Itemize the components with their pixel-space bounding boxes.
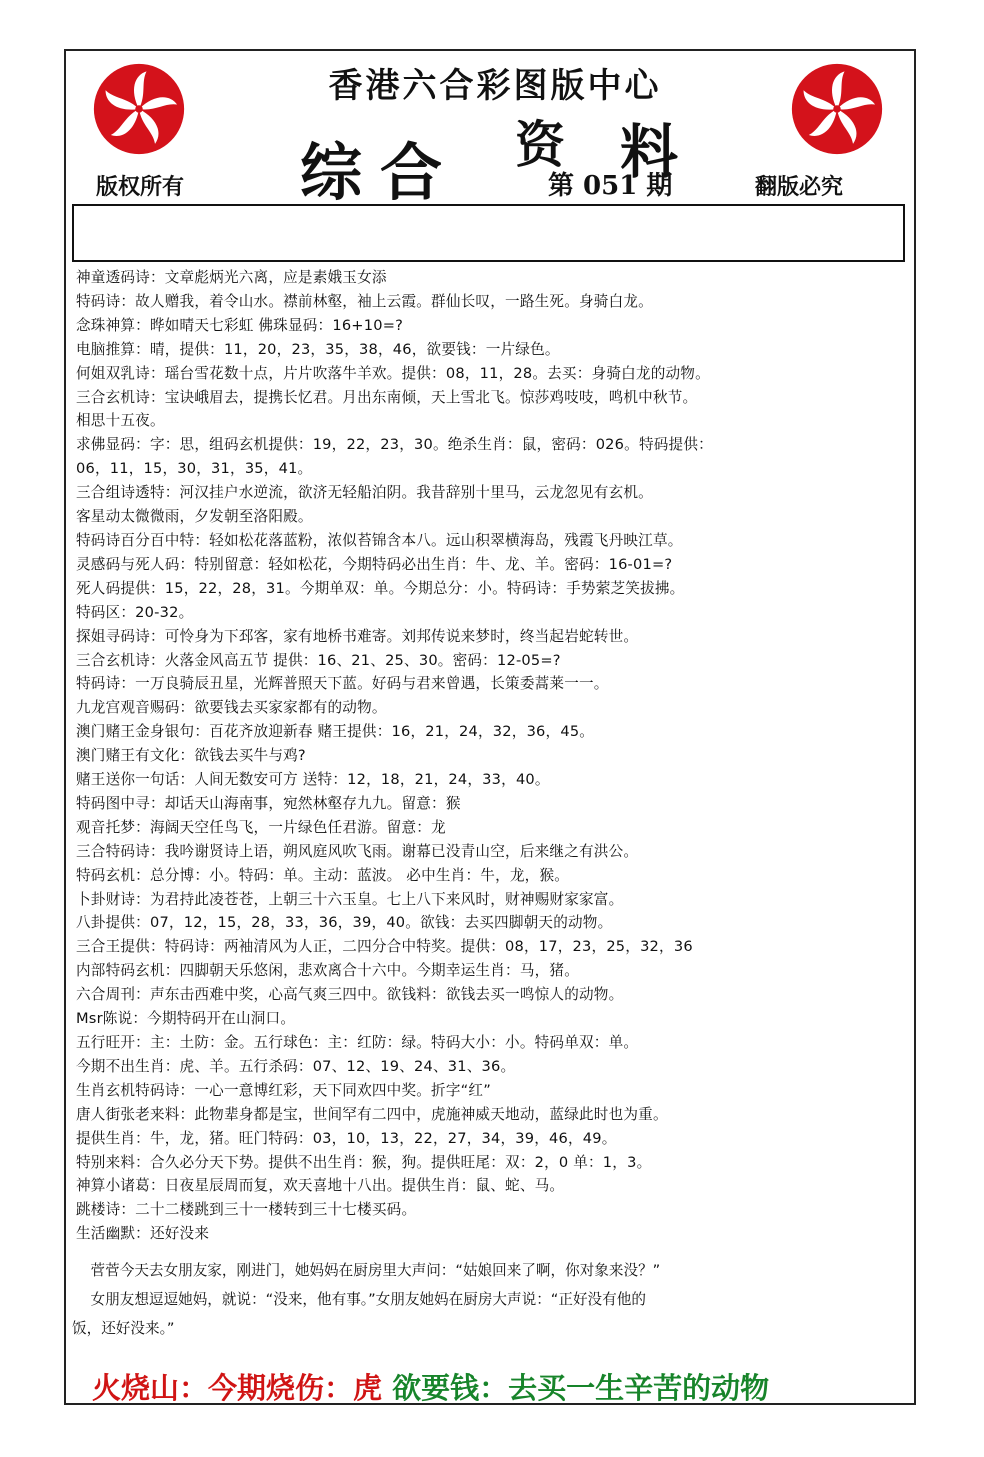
text-line: 三合王提供：特码诗：两袖清风为人正，二四分合中特奖。提供：08，17，23，25，32，36	[76, 938, 693, 956]
issue-number: 第 051 期	[548, 171, 673, 201]
text-line: 观音托梦：海阔天空任鸟飞，一片绿色任君游。留意：龙	[76, 818, 446, 836]
text-line: 死人码提供：15，22，28，31。今期单双：单。今期总分：小。特码诗：手势萦芝笑拔拂。	[76, 579, 685, 597]
text-line: 特码诗：一万良骑辰丑星，光辉普照天下蓝。好码与君来曾遇，长策委蒿莱一一。	[76, 675, 609, 693]
text-line: 生活幽默：还好没来	[76, 1225, 210, 1243]
bauhinia-flower-icon	[790, 62, 884, 156]
text-line: 特别来料：合久必分天下势。提供不出生肖：猴，狗。提供旺尾：双：2，0 单：1，3。	[76, 1153, 652, 1171]
text-line: 九龙宫观音赐码：欲要钱去买家家都有的动物。	[76, 699, 387, 717]
text-line: 提供生肖：牛，龙，猪。旺门特码：03，10，13，22，27，34，39，46，49。	[76, 1129, 617, 1147]
text-line: 澳门赌王有文化：欲钱去买牛与鸡?	[76, 747, 306, 765]
text-line: 八卦提供：07，12，15，28，33，36，39，40。欲钱：去买四脚朝天的动物。	[76, 914, 613, 932]
text-line: 三合组诗透特：河汉挂户水逆流，欲济无轻船泊阴。我昔辞别十里马，云龙忽见有玄机。	[76, 484, 653, 502]
text-line: 求佛显码：字：思，组码玄机提供：19，22，23，30。绝杀生肖：鼠，密码：026。特码提供：	[76, 436, 713, 454]
text-line: 六合周刊：声东击西难中奖，心高气爽三四中。欲钱料：欲钱去买一鸣惊人的动物。	[76, 986, 624, 1004]
text-line: 06，11，15，30，31，35，41。	[76, 460, 313, 478]
text-line: 神童透码诗：文章彪炳光六离，应是素娥玉女添	[76, 269, 387, 286]
text-line: 五行旺开：主：土防：金。五行球色：主：红防：绿。特码大小：小。特码单双：单。	[76, 1034, 639, 1051]
text-line: 何姐双乳诗：瑶台雪花数十点，片片吹落牛羊欢。提供：08，11，28。去买：身骑白龙的动物。	[76, 364, 710, 382]
text-line: 相思十五夜。	[76, 412, 165, 430]
text-line: 特码诗：故人赠我，着令山水。襟前林壑，袖上云霞。群仙长叹，一路生死。身骑白龙。	[76, 292, 653, 310]
subtitle-char: 合	[380, 136, 443, 209]
joke-paragraph: 饭，还好没来。”	[72, 1320, 175, 1337]
fire-mountain-text: 火烧山：今期烧伤：虎	[92, 1371, 383, 1405]
text-line: 生肖玄机特码诗：一心一意博红彩，天下同欢四中奖。折字“红”	[76, 1081, 491, 1099]
subtitle-char: 综	[300, 136, 363, 209]
bauhinia-flower-icon	[92, 62, 186, 156]
text-line: 特码图中寻：却话天山海南事，宛然林壑存九九。留意：猴	[76, 794, 461, 812]
text-line: 灵感码与死人码：特别留意：轻如松花，今期特码必出生肖：牛、龙、羊。密码：16-01=?	[76, 555, 673, 573]
text-line: Msr陈说：今期特码开在山洞口。	[76, 1010, 296, 1028]
piracy-warning-tag: 翻版必究	[755, 174, 844, 200]
text-line: 电脑推算：晴，提供：11，20，23，35，38，46，欲要钱：一片绿色。	[76, 340, 560, 358]
text-line: 赌王送你一句话：人间无数安可方 送特：12，18，21，24，33，40。	[76, 771, 550, 789]
money-hint-text: 欲要钱：去买一生辛苦的动物	[382, 1371, 770, 1405]
copyright-tag: 版权所有	[96, 174, 185, 200]
joke-section	[72, 1256, 892, 1343]
banner-box	[72, 204, 905, 262]
bottom-banner	[92, 1366, 892, 1407]
page-title: 香港六合彩图版中心	[328, 66, 662, 106]
subtitle-char: 料	[620, 118, 679, 186]
text-line: 三合玄机诗：火落金风高五节 提供：16、21、25、30。密码：12-05=?	[76, 651, 561, 669]
text-line: 唐人街张老来料：此物辈身都是宝，世间罕有二四中，虎施神威天地动，蓝绿此时也为重。	[76, 1105, 668, 1123]
joke-paragraph: 女朋友想逗逗她妈，就说：“没来，他有事。”女朋友她妈在厨房大声说：“正好没有他的	[72, 1291, 646, 1308]
text-line: 跳楼诗：二十二楼跳到三十一楼转到三十七楼买码。	[76, 1201, 417, 1219]
text-line: 客星动太微微雨，夕发朝至洛阳殿。	[76, 508, 313, 526]
text-line: 特码区：20-32。	[76, 603, 194, 621]
text-line: 念珠神算：晔如晴天七彩虹 佛珠显码：16+10=?	[76, 316, 404, 334]
text-line: 特码诗百分百中特：轻如松花落蓝粉，浓似苔锦含本八。远山积翠横海岛，残霞飞丹映江草。	[76, 531, 683, 549]
subtitle-char: 资	[515, 115, 565, 174]
joke-paragraph: 菅菅今天去女朋友家，刚进门，她妈妈在厨房里大声问：“姑娘回来了啊，你对象来没？”	[72, 1262, 661, 1279]
text-line: 神算小诸葛：日夜星辰周而复，欢天喜地十八出。提供生肖：鼠、蛇、马。	[76, 1177, 565, 1195]
text-line: 探姐寻码诗：可怜身为下邳客，家有地桥书难寄。刘邦传说来梦时，终当起岩蛇转世。	[76, 627, 639, 645]
text-line: 特码玄机：总分博：小。特码：单。主动：蓝波。 必中生肖：牛，龙，猴。	[76, 866, 570, 884]
text-line: 卜卦财诗：为君持此凌苍苍，上朝三十六玉皇。七上八下来风时，财神赐财家家富。	[76, 890, 624, 908]
text-line: 内部特码玄机：四脚朝天乐悠闲，悲欢离合十六中。今期幸运生肖：马，猪。	[76, 962, 579, 980]
text-line: 今期不出生肖：虎、羊。五行杀码：07、12、19、24、31、36。	[76, 1057, 516, 1075]
text-line: 三合玄机诗：宝诀峨眉去，提携长忆君。月出东南倾，天上雪北飞。惊莎鸡吱吱，鸣机中秋节。	[76, 388, 698, 406]
content-lines	[76, 266, 906, 1246]
text-line: 三合特码诗：我吟谢贤诗上语，朔风庭风吹飞雨。谢幕已没青山空，后来继之有洪公。	[76, 842, 639, 860]
text-line: 澳门赌王金身银句：百花齐放迎新春 赌王提供：16，21，24，32，36，45。	[76, 723, 595, 741]
